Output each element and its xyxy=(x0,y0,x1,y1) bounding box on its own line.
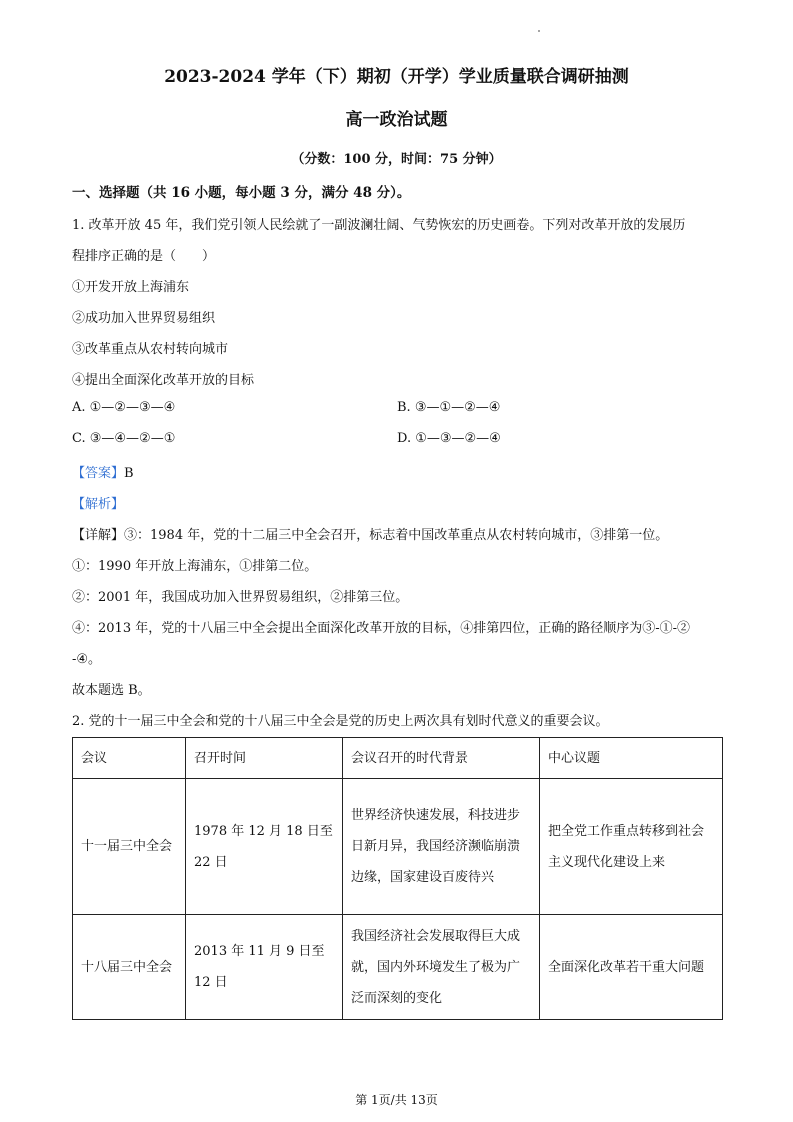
stray-dot xyxy=(538,30,540,32)
q1-option-a: A. ①—②—③—④ xyxy=(72,400,176,415)
analysis-tag: 【解析】 xyxy=(72,497,125,512)
q1-option-c: C. ③—④—②—① xyxy=(72,431,176,446)
exam-subtitle: 高一政治试题 xyxy=(345,110,448,130)
q1-detail-line1 xyxy=(72,524,668,543)
meeting-table xyxy=(72,737,723,1020)
q1-detail-line4: ④：2013 年，党的十八届三中全会提出全面深化改革开放的目标，④排第四位，正确的路径顺序为③-①-② xyxy=(72,621,691,636)
answer-value: B xyxy=(124,466,134,481)
q1-answer xyxy=(72,462,134,481)
cell-background: 世界经济快速发展，科技进步日新月异，我国经济濒临崩溃边缘，国家建设百废待兴 xyxy=(343,779,540,915)
q1-detail-line5: -④。 xyxy=(72,652,102,667)
cell-topic: 全面深化改革若干重大问题 xyxy=(540,915,723,1020)
page-number: 第 1页/共 13页 xyxy=(355,1093,438,1107)
q1-stem-line1: 1. 改革开放 45 年，我们党引领人民绘就了一副波澜壮阔、气势恢宏的历史画卷。下列对改革开放的发展历 xyxy=(72,218,686,233)
score-info: （分数：100 分，时间：75 分钟） xyxy=(291,152,502,167)
header-time: 召开时间 xyxy=(186,738,343,779)
detail-text: ③：1984 年，党的十二届三中全会召开，标志着中国改革重点从农村转向城市，③排第一位。 xyxy=(124,528,669,543)
q1-option-b: B. ③—①—②—④ xyxy=(397,400,501,415)
q1-detail-line2: ①：1990 年开放上海浦东，①排第二位。 xyxy=(72,559,318,574)
detail-tag: 【详解】 xyxy=(72,528,125,543)
exam-title: 2023-2024 学年（下）期初（开学）学业质量联合调研抽测 xyxy=(164,67,629,87)
cell-meeting: 十一届三中全会 xyxy=(73,779,186,915)
q1-item-2: ②成功加入世界贸易组织 xyxy=(72,311,216,326)
cell-background: 我国经济社会发展取得巨大成就，国内外环境发生了极为广泛而深刻的变化 xyxy=(343,915,540,1020)
q1-detail-line3: ②：2001 年，我国成功加入世界贸易组织，②排第三位。 xyxy=(72,590,409,605)
answer-tag: 【答案】 xyxy=(72,466,125,481)
q1-item-3: ③改革重点从农村转向城市 xyxy=(72,342,229,357)
cell-topic: 把全党工作重点转移到社会主义现代化建设上来 xyxy=(540,779,723,915)
q1-item-4: ④提出全面深化改革开放的目标 xyxy=(72,373,255,388)
q1-stem-line2: 程排序正确的是（ ） xyxy=(72,249,216,264)
header-meeting: 会议 xyxy=(73,738,186,779)
header-background: 会议召开的时代背景 xyxy=(343,738,540,779)
q1-item-1: ①开发开放上海浦东 xyxy=(72,280,190,295)
cell-time: 2013 年 11 月 9 日至 12 日 xyxy=(186,915,343,1020)
q2-stem: 2. 党的十一届三中全会和党的十八届三中全会是党的历史上两次具有划时代意义的重要会议。 xyxy=(72,714,609,729)
header-topic: 中心议题 xyxy=(540,738,723,779)
q1-option-d: D. ①—③—②—④ xyxy=(397,431,501,446)
cell-time: 1978 年 12 月 18 日至 22 日 xyxy=(186,779,343,915)
table-header-row xyxy=(73,738,723,779)
table-row xyxy=(73,915,723,1020)
table-row xyxy=(73,779,723,915)
section-heading: 一、选择题（共 16 小题，每小题 3 分，满分 48 分）。 xyxy=(72,185,411,201)
q1-conclusion: 故本题选 B。 xyxy=(72,683,151,698)
cell-meeting: 十八届三中全会 xyxy=(73,915,186,1020)
